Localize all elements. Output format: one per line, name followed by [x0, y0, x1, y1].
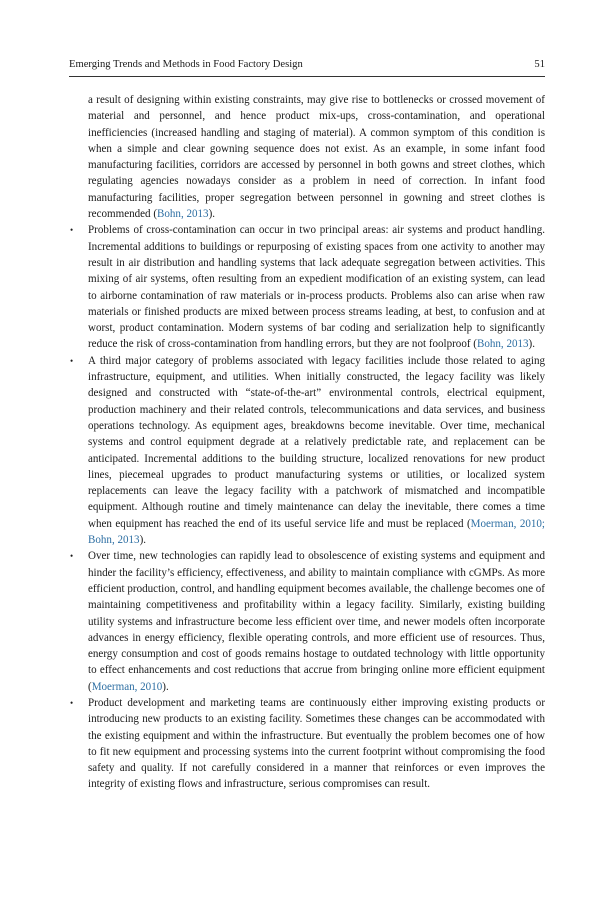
- paragraph-tail: ).: [208, 208, 216, 221]
- bullet-tail: ).: [528, 338, 535, 351]
- body-text: [69, 92, 545, 793]
- bullet-item: [69, 222, 545, 352]
- header-rule: [69, 76, 545, 77]
- bullet-item: [69, 353, 545, 549]
- page-number: 51: [534, 59, 545, 70]
- citation-link[interactable]: Moerman, 2010; Bohn, 2013: [88, 517, 545, 547]
- bullet-item: [69, 695, 545, 793]
- bullet-marker: •: [70, 697, 74, 708]
- bullet-tail: ).: [139, 534, 147, 547]
- running-header: [69, 58, 545, 72]
- bullet-text: Product development and marketing teams are continuously either improving existing products or introducing new products to an existing facility. Sometimes these changes can be accommodated with the existing equipment and within the infrastructure. But eventually the problem becomes one of how to fit new equipment and processing systems into the current footprint without compromising the food safety and quality. If not carefully considered in a manner that reinforces or even improves the integrity of existing flows and infrastructure, serious compromises can result.: [88, 696, 545, 791]
- bullet-text: Problems of cross-contamination can occur in two principal areas: air systems and product handling. Incremental additions to buildings or repurposing of existing spaces from one activity to another may result in air distribution and handling systems that lack adequate segregation between activities. This mixing of air systems, often resulting from an expedient modification of an existing system, can lead to airborne contamination of raw materials or in-process products. Problems also can arise when raw materials or finished products are mixed between process streams leading, at best, to confusion and at worst, product contamination. Modern systems of bar coding and serialization help to significantly reduce the risk of cross-contamination from handling errors, but they are not foolproof (: [88, 224, 545, 351]
- bullet-item: [69, 548, 545, 695]
- running-title: Emerging Trends and Methods in Food Factory Design: [69, 59, 303, 70]
- continued-paragraph: [69, 92, 545, 222]
- citation-link[interactable]: Bohn, 2013: [157, 208, 209, 221]
- bullet-text: A third major category of problems associated with legacy facilities include those related to aging infrastructure, equipment, and utilities. When initially constructed, the legacy facility was likely designed and constructed with “state-of-the-art” environmental controls, electrical equipment, production machinery and their related controls, telecommunications and data services, and business operations technology. As equipment ages, breakdowns become inevitable. Over time, mechanical systems and control equipment degrade at a relatively predictable rate, and replacement can be anticipated. Incremental additions to the building structure, localized renovations for new product lines, piecemeal upgrades to product manufacturing systems or utilities, or localized system replacements can leave the legacy facility with a patchwork of mismatched and incompatible equipment. Although routine and timely maintenance can delay the inevitable, there comes a time when equipment has reached the end of its useful service life and must be replaced (: [88, 354, 545, 530]
- citation-link[interactable]: Bohn, 2013: [476, 338, 529, 351]
- paragraph-text: a result of designing within existing constraints, may give rise to bottlenecks or crossed movement of material and personnel, and hence product mix-ups, cross-contamination, and operational inefficiencies (increased handling and staging of material). A common symptom of this condition is when a simple and clear gowning sequence does not exist. As an example, in some infant food manufacturing facilities, corridors are accessed by personnel in both gowns and street clothes, which regulating agencies nowadays consider as a problem in need of correction. In infant food manufacturing facilities, proper segregation between personnel in gowning and street clothes is recommended (: [88, 94, 545, 221]
- bullet-text: Over time, new technologies can rapidly lead to obsolescence of existing systems and equipment and hinder the facility’s efficiency, effectiveness, and ability to maintain compliance with cGMPs. As more efficient production, control, and handling equipment becomes available, the challenge becomes one of maintaining competitiveness and profitability within a legacy facility. Similarly, existing building utility systems and infrastructure become less efficient over time, and newer models often incorporate advances in energy efficiency, flexible operating controls, and more efficient use of resources. Thus, energy consumption and cost of goods remains hostage to outdated technology with little opportunity to effect enhancements and cost reductions that accrue from bringing online more efficient equipment (: [88, 550, 545, 693]
- citation-link[interactable]: Moerman, 2010: [91, 680, 163, 693]
- bullet-marker: •: [70, 551, 74, 562]
- bullet-marker: •: [70, 225, 74, 236]
- bullet-tail: ).: [162, 680, 169, 693]
- bullet-marker: •: [70, 355, 74, 366]
